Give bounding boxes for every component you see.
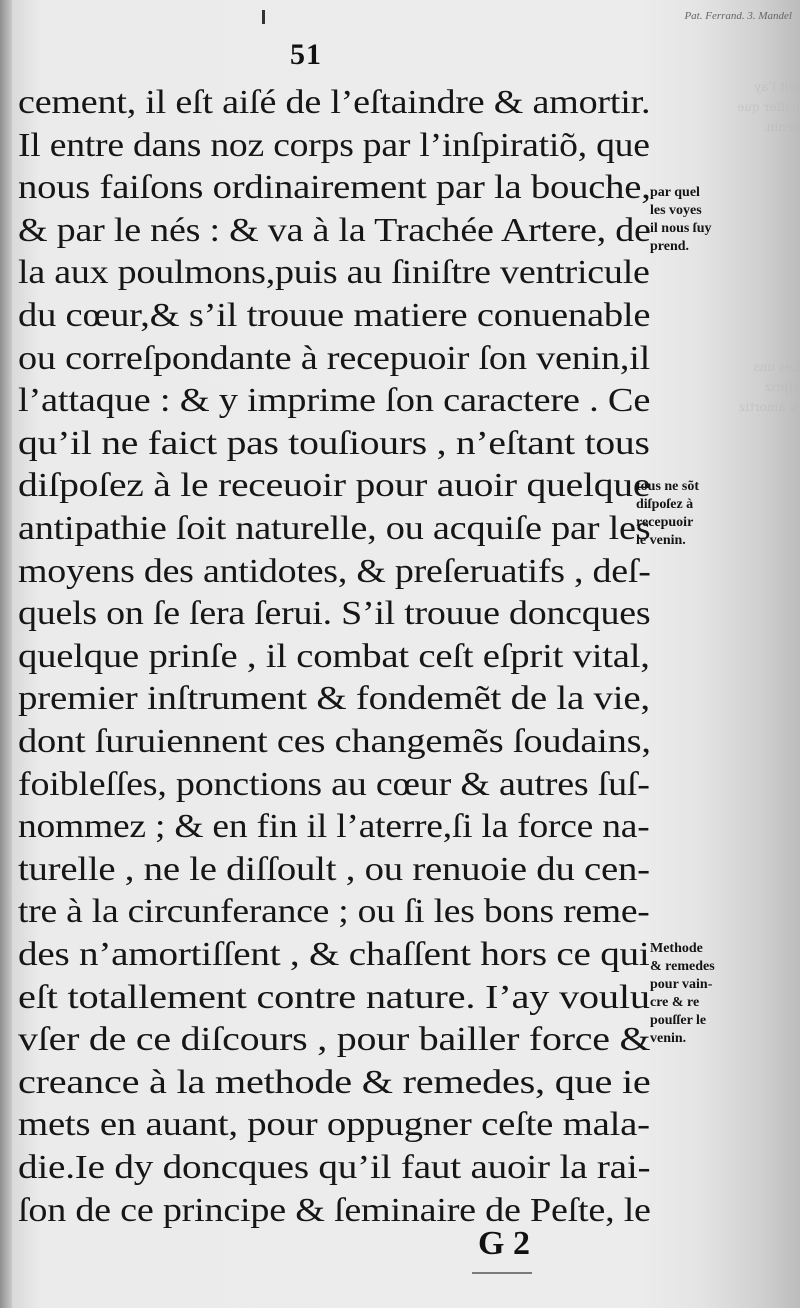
text-line: ſon de ce principe & ſeminaire de Peſte, le <box>18 1191 651 1229</box>
margin-note-line: pouſſer le <box>650 1013 707 1028</box>
margin-note-line: prend. <box>650 239 690 254</box>
text-line: premier inſtrument & fondemẽt de la vie, <box>18 680 650 718</box>
margin-note-line: il nous ſuy <box>650 221 712 236</box>
text-line: antipathie ſoit naturelle, ou acquiſe par les <box>18 510 651 547</box>
bottom-rule <box>472 1272 532 1274</box>
text-line: & par le nés : & va à la Trachée Artere, de <box>18 211 651 249</box>
margin-note-line: recepuoir <box>636 515 694 530</box>
text-line: die.Ie dy doncques qu’il faut auoir la rai- <box>18 1149 651 1186</box>
text-line: vſer de ce diſcours , pour bailler force & <box>18 1021 651 1059</box>
text-line: cement, il eſt aiſé de l’eſtaindre & amortir. <box>18 84 651 121</box>
bleed-through-line: & amortiz <box>739 400 800 414</box>
corner-annotation: Pat. Ferrand. 3. Mandel <box>684 10 792 22</box>
signature-mark: G 2 <box>478 1225 530 1262</box>
bleed-through-line: venin. <box>763 120 800 134</box>
margin-note-line: le venin. <box>636 533 686 548</box>
text-line: qu’il ne faict pas touſiours , n’eſtant tous <box>18 424 650 462</box>
margin-note <box>636 478 699 550</box>
page-number: 51 <box>290 38 322 71</box>
margin-note-line: diſpoſez à <box>636 497 694 512</box>
text-line: quels on ſe ſera ſerui. S’il trouue doncques <box>18 595 651 633</box>
text-line: tre à la circunferance ; ou ſi les bons reme- <box>18 893 650 931</box>
bleed-through-line: eſpriz <box>764 380 800 394</box>
margin-note-line: tous ne sõt <box>636 479 700 494</box>
text-line: diſpoſez à le receuoir pour auoir quelque <box>18 467 651 505</box>
text-line: moyens des antidotes, & preſeruatifs , deſ- <box>18 552 651 590</box>
bleed-through-line: Les uns <box>753 360 800 374</box>
text-line: des n’amortiſſent , & chaſſent hors ce qui <box>18 936 650 973</box>
text-line: quelque prinſe , il combat ceſt eſprit vital, <box>18 637 650 675</box>
ink-mark <box>262 10 265 24</box>
margin-note-line: & remedes <box>650 959 715 974</box>
text-line: foibleſſes, ponctions au cœur & autres ſuſ- <box>18 765 650 803</box>
margin-note-line: par quel <box>650 185 700 200</box>
margin-note <box>650 940 715 1048</box>
text-line: nous faiſons ordinairement par la bouche, <box>18 169 651 207</box>
text-line: ou correſpondante à recepuoir ſon venin,il <box>18 339 651 377</box>
text-line: eſt totallement contre nature. I’ay voulu <box>18 978 650 1016</box>
text-line: turelle , ne le diſſoult , ou renuoie du cen- <box>18 850 650 888</box>
text-line: la aux poulmons,puis au ſiniſtre ventricule <box>18 254 650 292</box>
bleed-through-line: paſſer que <box>737 100 800 114</box>
margin-note-line: pour vain- <box>650 977 713 992</box>
page-binding-shadow <box>0 0 12 1308</box>
text-line: creance à la methode & remedes, que ie <box>18 1063 651 1101</box>
text-line: mets en auant, pour oppugner ceſte mala- <box>18 1106 650 1144</box>
text-line: dont ſuruiennent ces changemẽs ſoudains, <box>18 723 651 760</box>
text-line: Il entre dans noz corps par l’inſpiratiõ, que <box>18 126 650 164</box>
text-line: du cœur,& s’il trouue matiere conuenable <box>18 297 651 334</box>
margin-note-line: Methode <box>650 941 703 956</box>
margin-note-line: venin. <box>650 1031 687 1046</box>
margin-note <box>650 184 711 256</box>
margin-note-line: cre & re <box>650 995 700 1010</box>
text-line: l’attaque : & y imprime ſon caractere . Ce <box>18 382 651 420</box>
text-line: nommez ; & en fin il l’aterre,ſi la force na- <box>18 808 650 846</box>
bleed-through-line: ſoit l’ay <box>754 80 800 94</box>
margin-note-line: les voyes <box>650 203 702 218</box>
